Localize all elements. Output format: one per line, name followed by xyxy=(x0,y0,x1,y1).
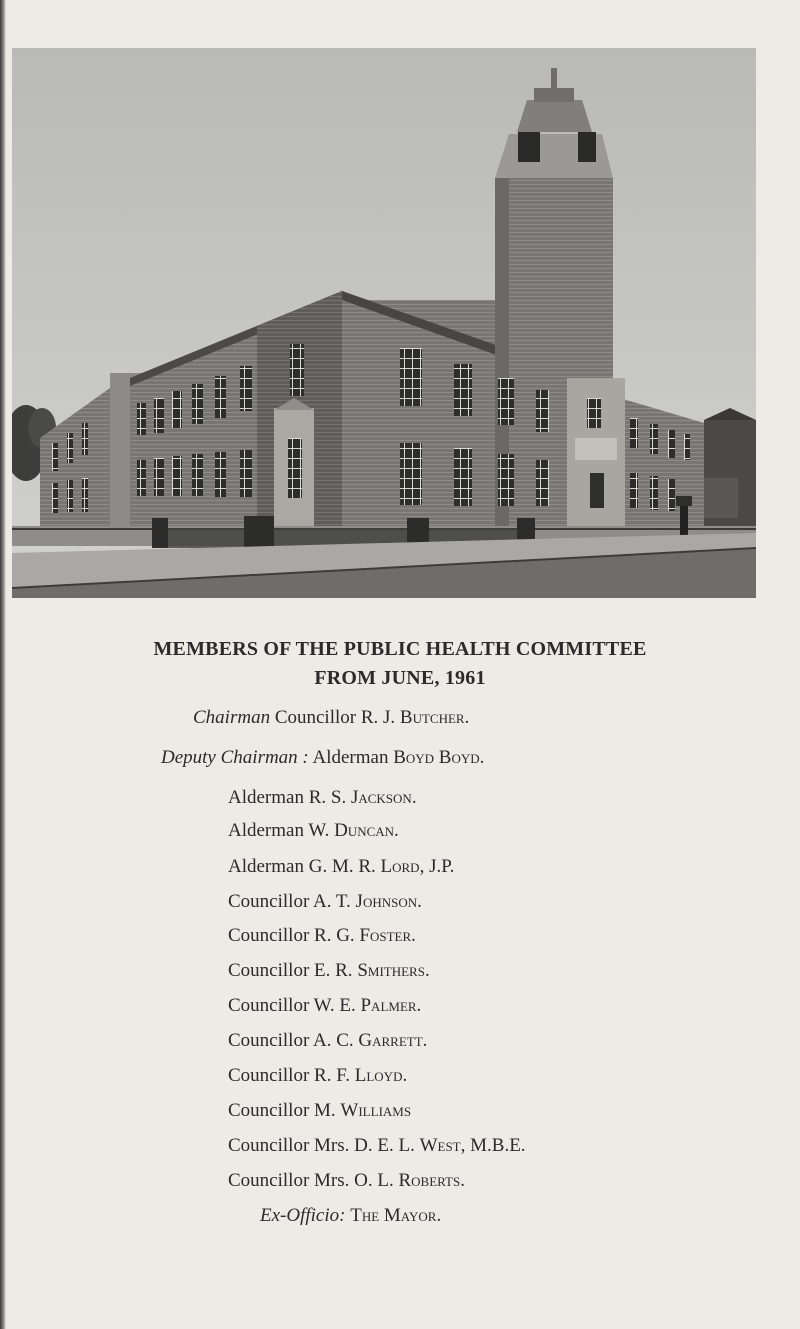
member-surname: Smithers. xyxy=(357,960,430,981)
member-title: Alderman G. M. R. xyxy=(228,856,376,877)
member-title: Councillor Mrs. D. E. L. xyxy=(228,1135,415,1156)
member-line xyxy=(228,960,430,982)
chairman-surname: Butcher. xyxy=(399,707,470,728)
member-title: Alderman W. xyxy=(228,820,330,841)
member-surname: Lord, J.P. xyxy=(380,856,455,877)
member-title: Councillor M. xyxy=(228,1100,336,1121)
chairman-role: Chairman xyxy=(193,707,271,728)
member-line xyxy=(228,787,417,809)
deputy-chairman-line xyxy=(161,747,484,769)
member-surname: Lloyd. xyxy=(354,1065,408,1086)
member-line xyxy=(228,820,399,842)
member-surname: Roberts. xyxy=(398,1170,465,1191)
member-line xyxy=(228,995,421,1017)
member-title: Councillor Mrs. O. L. xyxy=(228,1170,394,1191)
member-line xyxy=(228,856,454,878)
committee-date-heading: FROM JUNE, 1961 xyxy=(314,667,486,689)
member-line xyxy=(228,1135,526,1157)
member-surname: Williams xyxy=(340,1100,412,1121)
member-line xyxy=(228,1065,407,1087)
member-title: Councillor E. R. xyxy=(228,960,353,981)
member-title: Councillor R. F. xyxy=(228,1065,350,1086)
ex-officio-name: The Mayor. xyxy=(350,1205,442,1226)
member-surname: Palmer. xyxy=(360,995,422,1016)
town-hall-photograph xyxy=(12,48,756,598)
member-surname: West, M.B.E. xyxy=(419,1135,526,1156)
deputy-chairman-title: Alderman xyxy=(312,747,389,768)
member-line xyxy=(228,1170,465,1192)
deputy-chairman-surname: Boyd Boyd. xyxy=(393,747,485,768)
member-line xyxy=(228,925,416,947)
committee-heading: MEMBERS OF THE PUBLIC HEALTH COMMITTEE xyxy=(153,638,647,660)
chairman-title: Councillor R. J. xyxy=(274,707,396,728)
member-surname: Garrett. xyxy=(358,1030,428,1051)
member-surname: Johnson. xyxy=(355,891,422,912)
member-title: Councillor A. C. xyxy=(228,1030,354,1051)
member-line xyxy=(228,1100,411,1122)
deputy-chairman-role: Deputy Chairman : xyxy=(161,747,309,768)
chairman-line xyxy=(193,707,469,729)
member-title: Councillor W. E. xyxy=(228,995,356,1016)
member-line xyxy=(228,891,422,913)
member-line xyxy=(228,1030,427,1052)
ex-officio-role: Ex-Officio: xyxy=(260,1205,346,1226)
member-title: Councillor R. G. xyxy=(228,925,355,946)
member-surname: Duncan. xyxy=(334,820,399,841)
member-surname: Foster. xyxy=(359,925,416,946)
member-surname: Jackson. xyxy=(350,787,417,808)
ex-officio-line xyxy=(260,1205,441,1227)
member-title: Councillor A. T. xyxy=(228,891,351,912)
book-spine-shadow xyxy=(0,0,6,1329)
member-title: Alderman R. S. xyxy=(228,787,347,808)
